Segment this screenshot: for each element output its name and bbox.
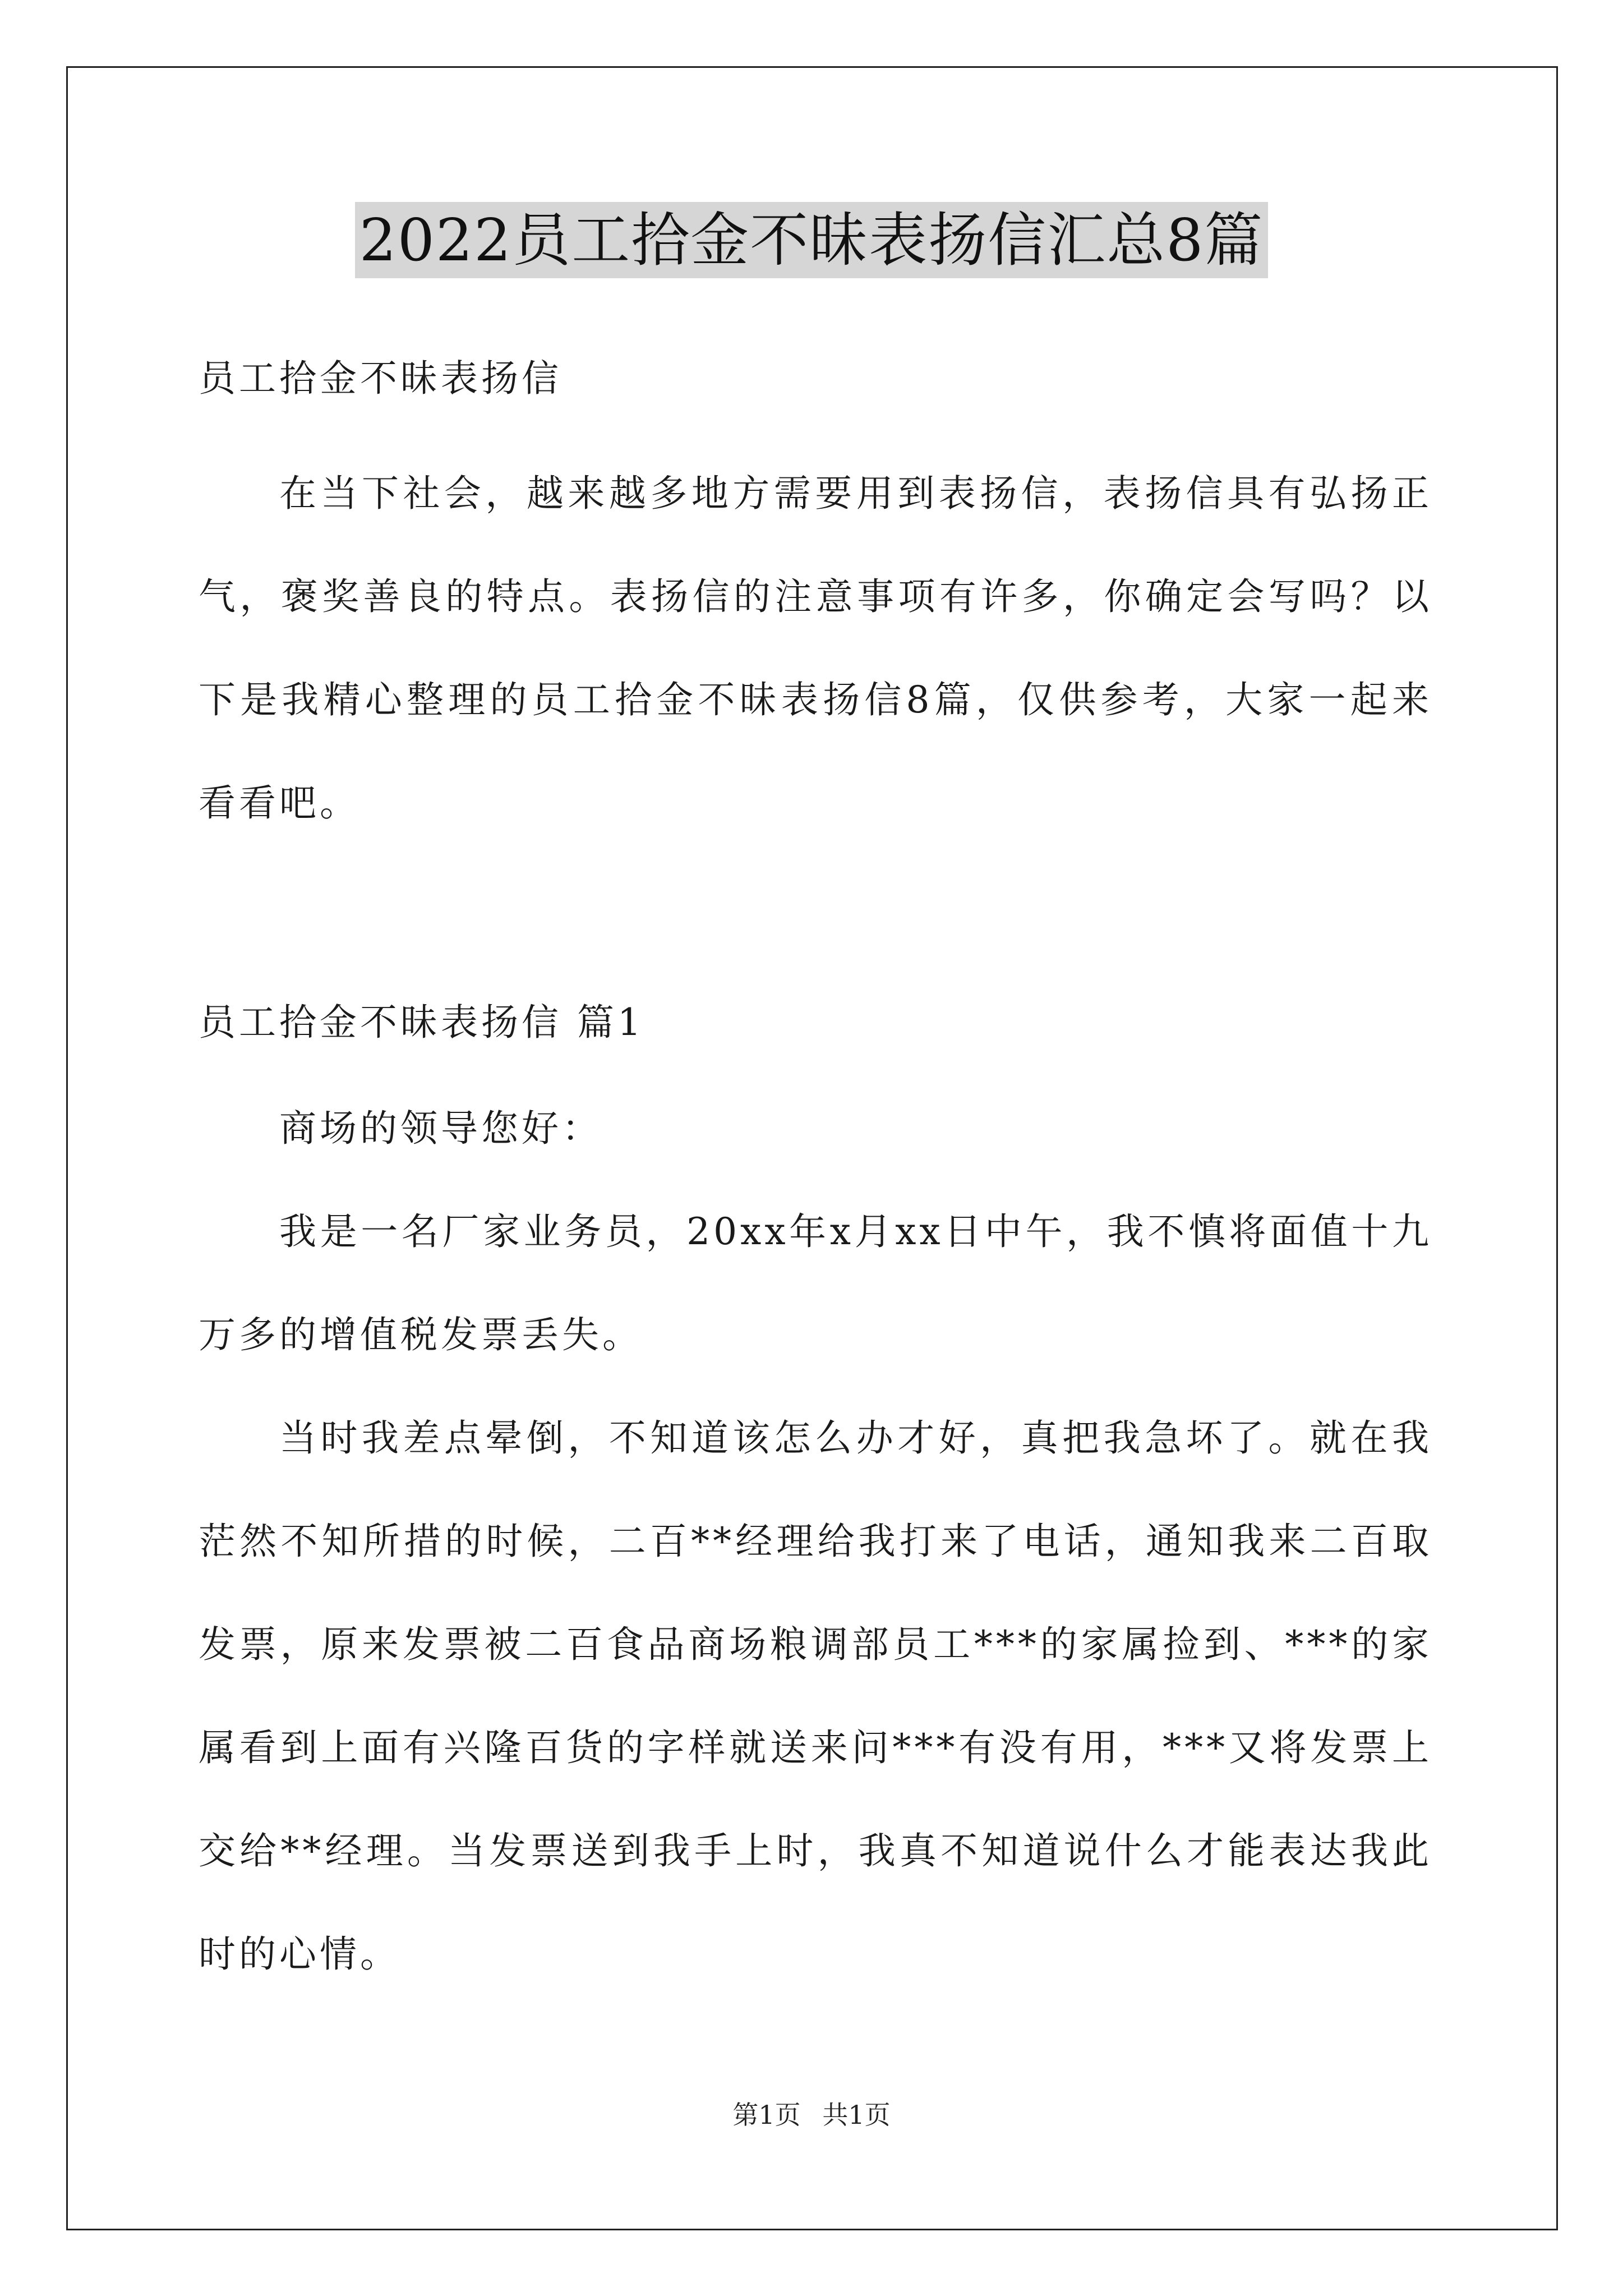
page-number: 第1页 (732, 2100, 801, 2130)
page-footer (0, 2098, 1623, 2132)
section-heading: 员工拾金不昧表扬信 篇1 (199, 1001, 644, 1044)
intro-paragraph: 在当下社会，越来越多地方需要用到表扬信，表扬信具有弘扬正气，褒奖善良的特点。表扬信的注意事项有许多，你确定会写吗？以下是我精心整理的员工拾金不昧表扬信8篇，仅供参考，大家一起来看看吧。 (199, 472, 1432, 825)
paragraph-1: 我是一名厂家业务员，20xx年x月xx日中午，我不慎将面值十九万多的增值税发票丢失。 (199, 1210, 1432, 1356)
intro-heading: 员工拾金不昧表扬信 (199, 357, 562, 400)
salutation: 商场的领导您好： (279, 1107, 602, 1150)
paragraph-2: 当时我差点晕倒，不知道该怎么办才好，真把我急坏了。就在我茫然不知所措的时候，二百**经理给我打来了电话，通知我来二百取发票，原来发票被二百食品商场粮调部员工***的家属捡到、***的家属看到上面有兴隆百货的字样就送来问***有没有用，***又将发票上交给**经理。当发票送到我手上时，我真不知道说什么才能表达我此时的心情。 (199, 1416, 1432, 1976)
title-container (0, 202, 1623, 278)
page-total: 共1页 (822, 2100, 891, 2130)
document-title: 2022员工拾金不昧表扬信汇总8篇 (355, 202, 1269, 278)
